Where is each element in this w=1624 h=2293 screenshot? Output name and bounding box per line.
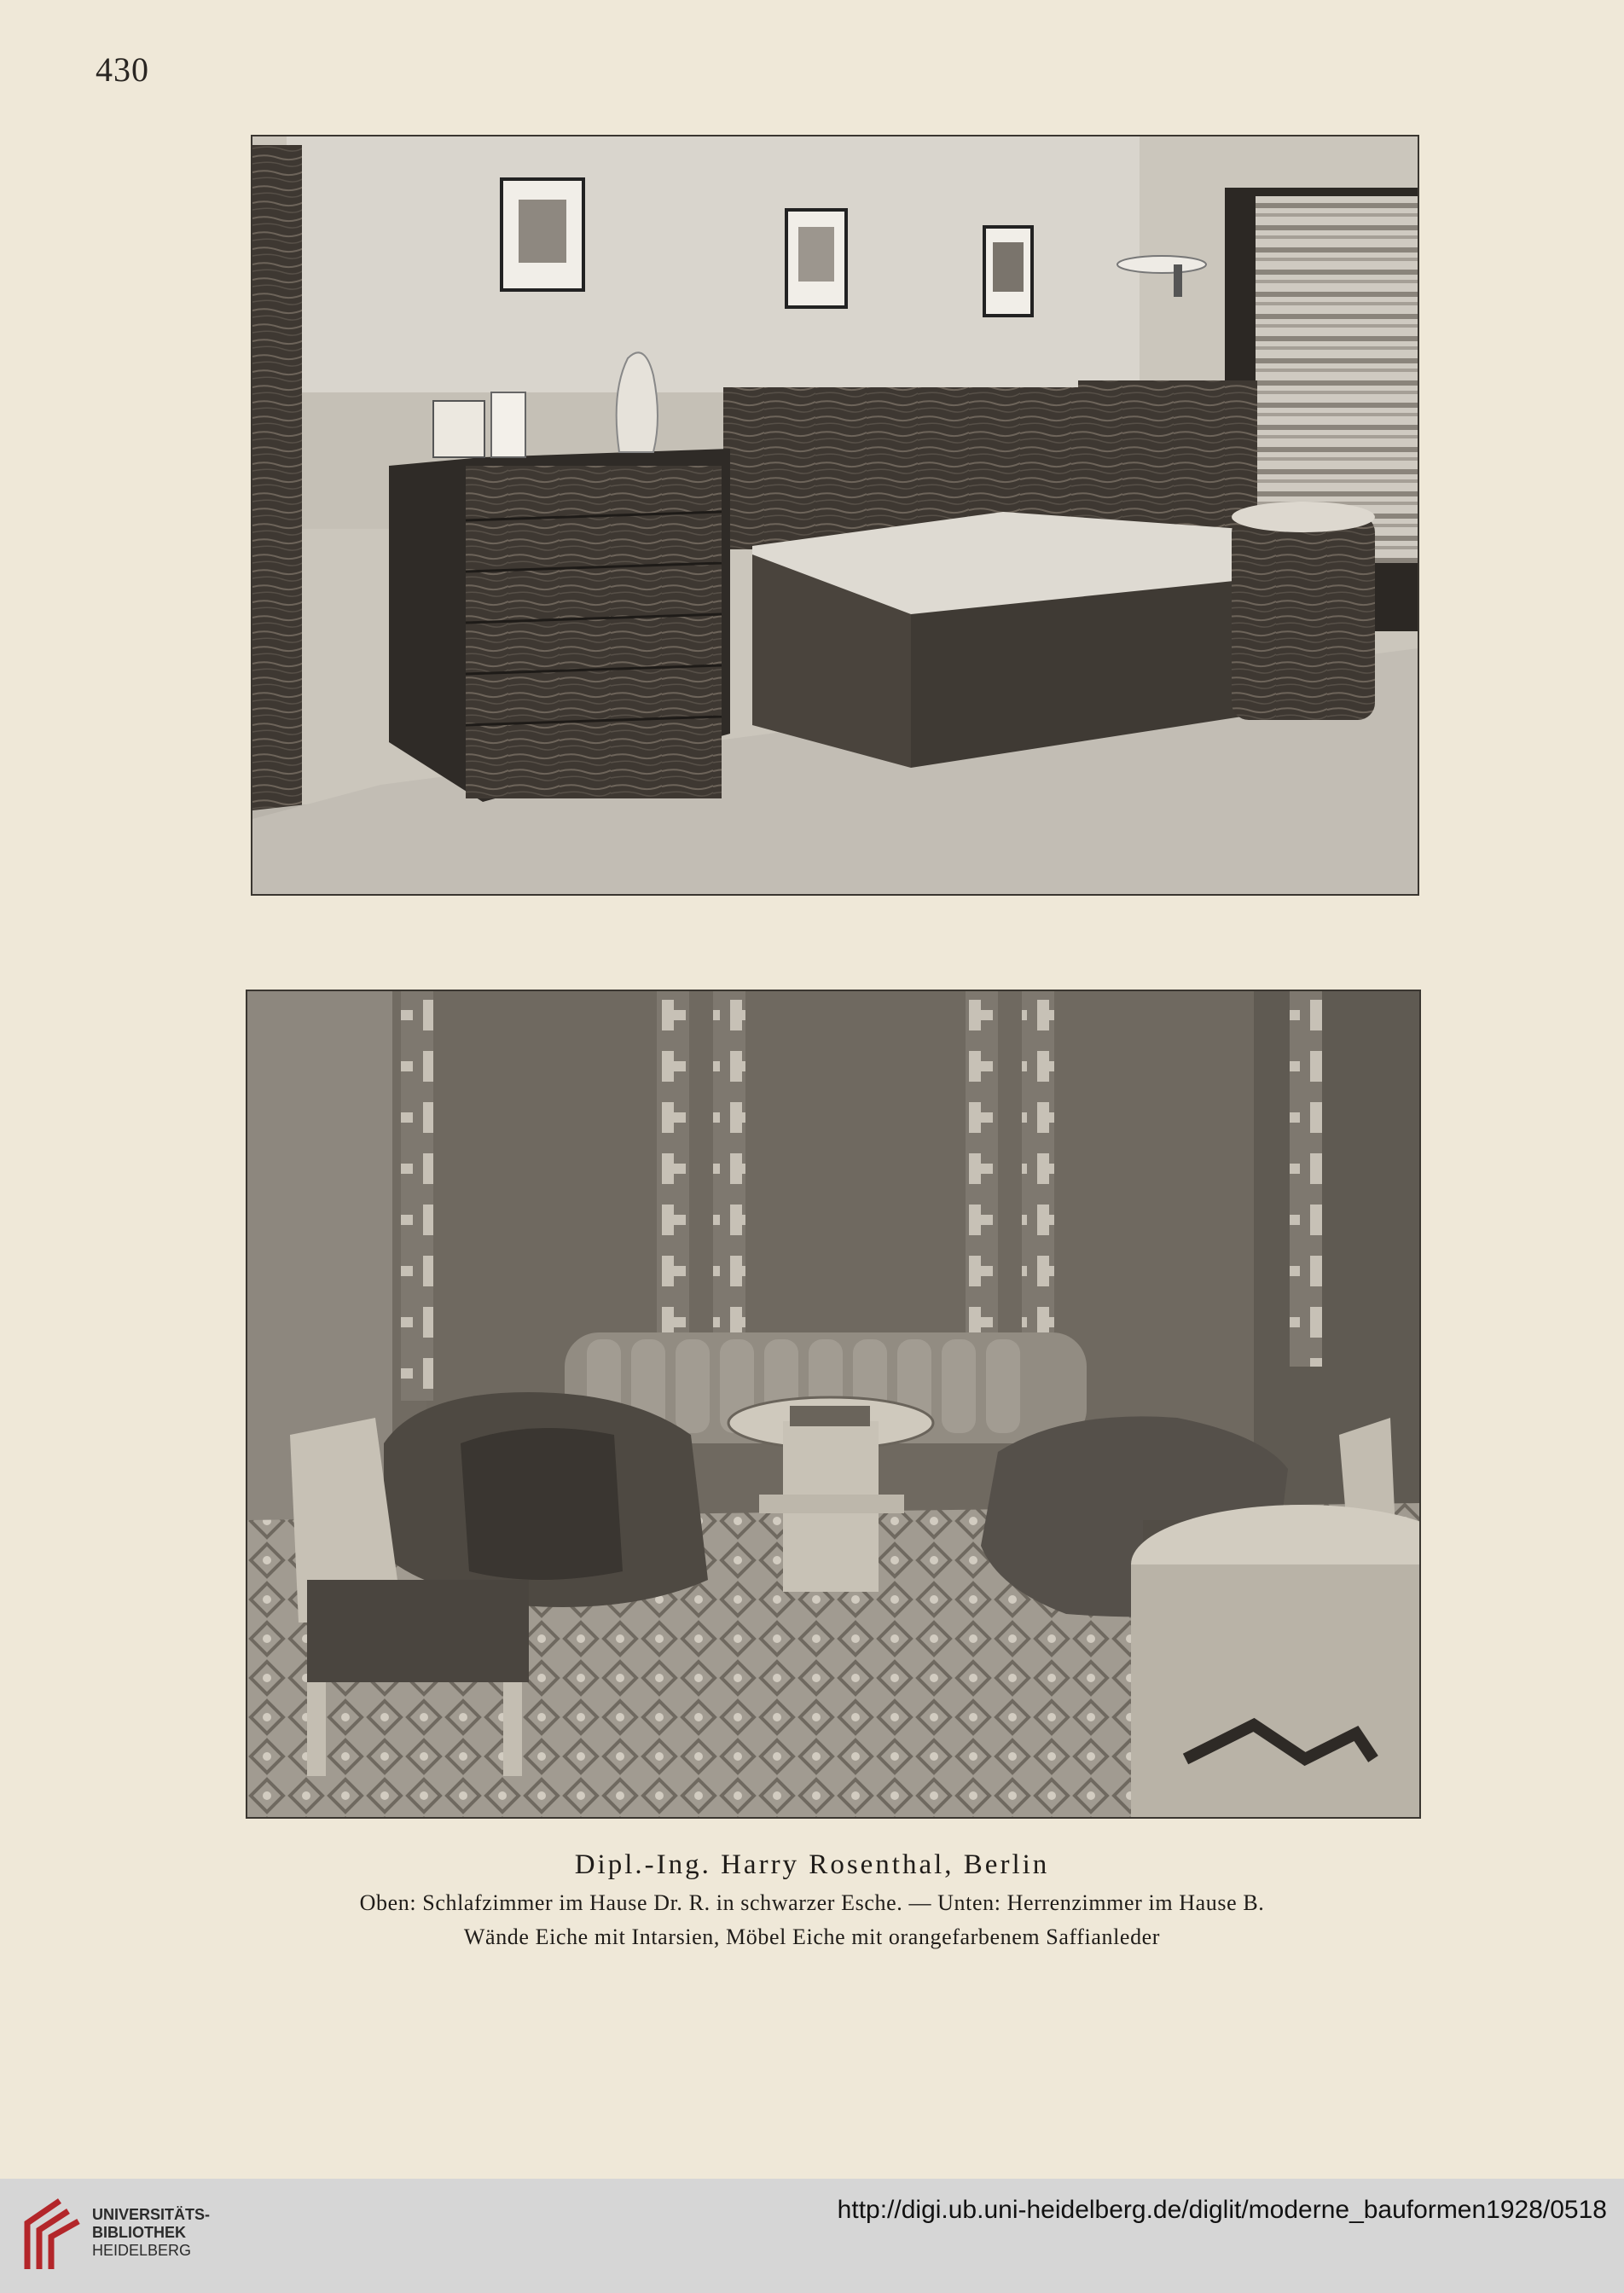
caption-line-2: Wände Eiche mit Intarsien, Möbel Eiche mit orangefarbenem Saffianleder [463,1924,1161,1949]
university-library-logo-icon [19,2192,84,2278]
bedroom-photo [252,136,1418,894]
bedroom-photo-illustration [252,136,1418,894]
caption-line-1: Oben: Schlafzimmer im Hause Dr. R. in schwarzer Esche. — Unten: Herrenzimmer im Hause B. [359,1890,1265,1915]
library-name-line-1: UNIVERSITÄTS- [92,2206,211,2223]
library-name [92,2206,210,2260]
caption-author: Dipl.-Ing. Harry Rosenthal, Berlin [574,1849,1050,1880]
library-name-line-3: HEIDELBERG [92,2242,192,2259]
library-name-line-2: BIBLIOTHEK [92,2224,186,2241]
study-photo [247,991,1419,1817]
page-number: 430 [96,50,149,89]
source-url-link[interactable]: http://digi.ub.uni-heidelberg.de/diglit/moderne_bauformen1928/0518 [837,2196,1607,2224]
study-photo-illustration [247,991,1419,1817]
